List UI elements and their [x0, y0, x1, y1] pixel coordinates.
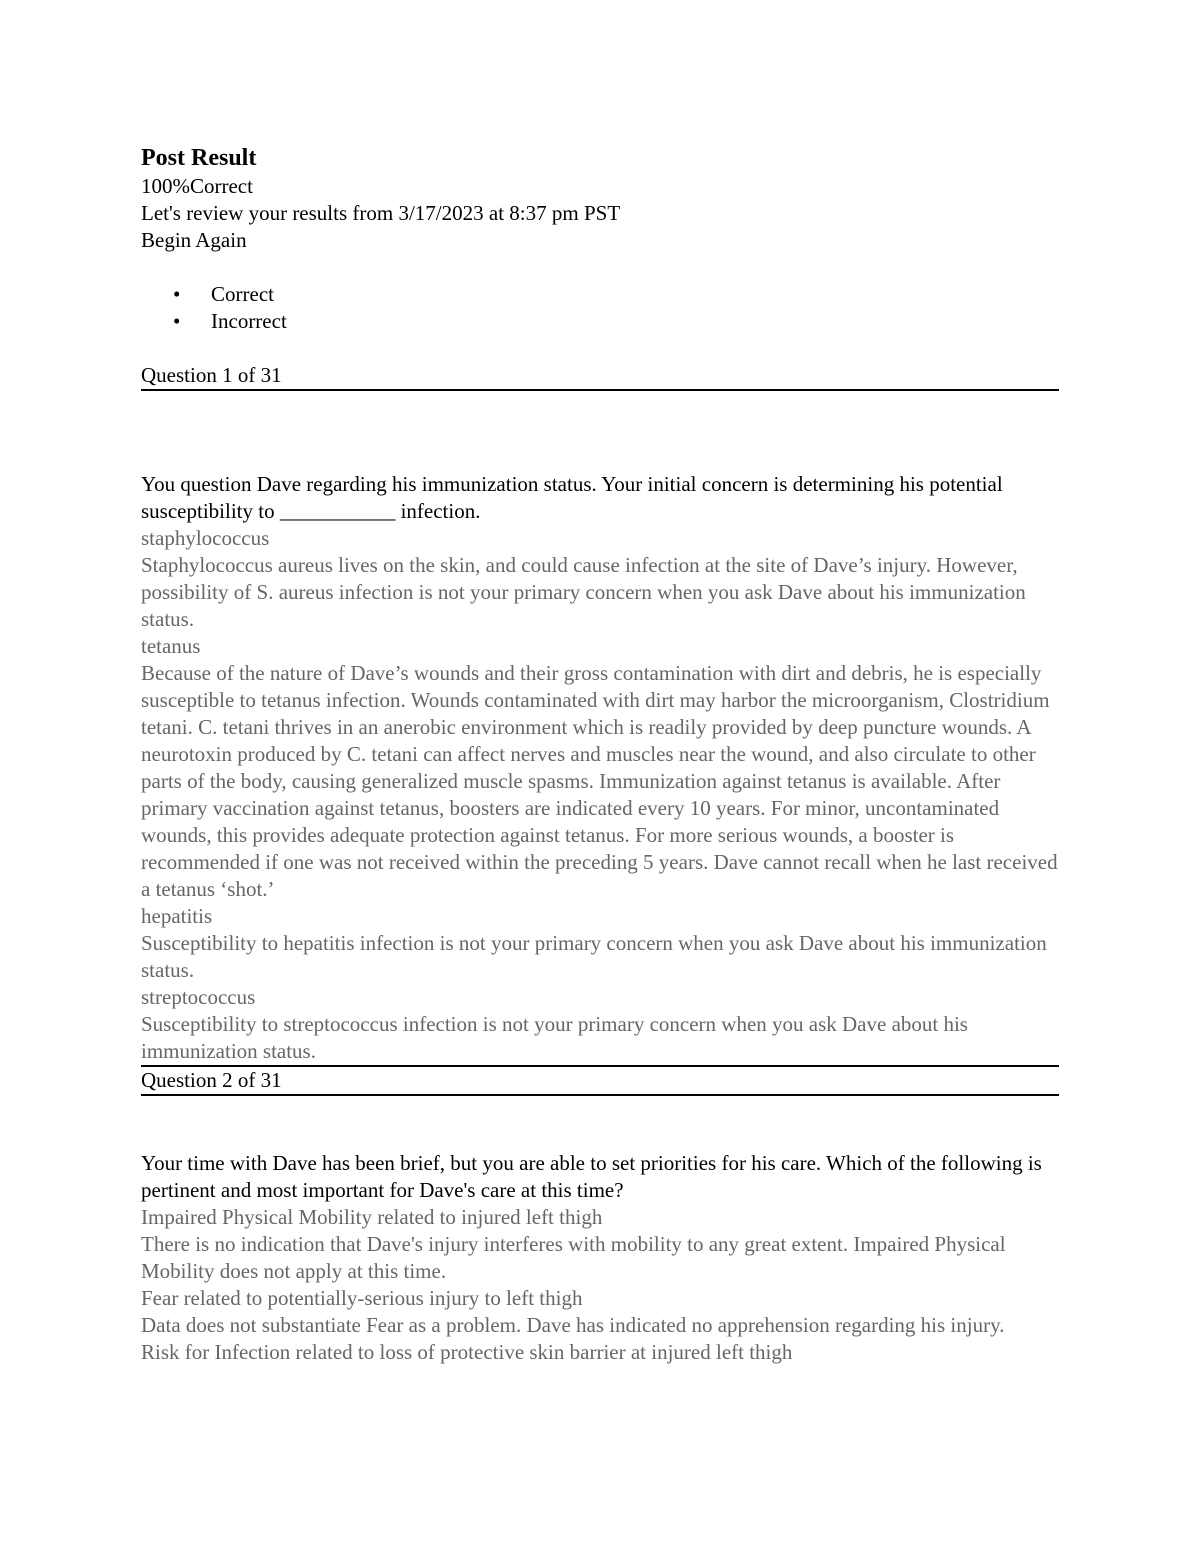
- question-heading: Question 1 of 31: [141, 362, 1059, 391]
- legend-item-correct[interactable]: [141, 281, 1059, 308]
- question-1: [141, 362, 1059, 1065]
- answer-option[interactable]: Impaired Physical Mobility related to injured left thigh: [141, 1205, 603, 1229]
- answer-feedback: Because of the nature of Dave’s wounds and their gross contamination with dirt and debris, he is especially susceptible to tetanus infection. Wounds contaminated with dirt may harbor the microorganism, Clostridium tetani. C. tetani thrives in an anerobic environment which is readily provided by deep puncture wounds. A neurotoxin produced by C. tetani can affect nerves and muscles near the wound, and also circulate to other parts of the body, causing generalized muscle spasms. Immunization against tetanus is available. After primary vaccination against tetanus, boosters are indicated every 10 years. For minor, uncontaminated wounds, this provides adequate protection against tetanus. For more serious wounds, a booster is recommended if one was not received within the preceding 5 years. Dave cannot recall when he last received a tetanus ‘shot.’: [141, 661, 1058, 901]
- question-2: [141, 1065, 1059, 1366]
- score-text: 100%Correct: [141, 174, 253, 198]
- legend-label: Incorrect: [211, 309, 287, 333]
- answer-option[interactable]: staphylococcus: [141, 526, 270, 550]
- answer-option[interactable]: Fear related to potentially-serious injury to left thigh: [141, 1286, 583, 1310]
- answer-option[interactable]: tetanus: [141, 634, 201, 658]
- bullet-icon: •: [173, 309, 181, 333]
- answer-option[interactable]: Risk for Infection related to loss of protective skin barrier at injured left thigh: [141, 1340, 793, 1364]
- answer-feedback: Susceptibility to streptococcus infection is not your primary concern when you ask Dave about his immunization status.: [141, 1012, 968, 1063]
- legend-item-incorrect[interactable]: [141, 308, 1059, 335]
- document-page: [141, 143, 1059, 1366]
- question-text: You question Dave regarding his immunization status. Your initial concern is determining his potential susceptibility to ___________ infection.: [141, 472, 1003, 523]
- answer-option[interactable]: hepatitis: [141, 904, 213, 928]
- answer-feedback: Data does not substantiate Fear as a problem. Dave has indicated no apprehension regarding his injury.: [141, 1313, 1005, 1337]
- legend-label: Correct: [211, 282, 274, 306]
- answer-feedback: Susceptibility to hepatitis infection is not your primary concern when you ask Dave about his immunization status.: [141, 931, 1047, 982]
- answer-feedback: There is no indication that Dave's injury interferes with mobility to any great extent. Impaired Physical Mobility does not apply at this time.: [141, 1232, 1006, 1283]
- question-text: Your time with Dave has been brief, but you are able to set priorities for his care. Which of the following is pertinent and most important for Dave's care at this time?: [141, 1151, 1042, 1202]
- bullet-icon: •: [173, 282, 181, 306]
- answer-option[interactable]: streptococcus: [141, 985, 256, 1009]
- begin-again-link[interactable]: Begin Again: [141, 228, 247, 252]
- review-date-text: Let's review your results from 3/17/2023 at 8:37 pm PST: [141, 201, 621, 225]
- result-legend: [141, 281, 1059, 335]
- answer-feedback: Staphylococcus aureus lives on the skin, and could cause infection at the site of Dave’s injury. However, possibility of S. aureus infection is not your primary concern when you ask Dave about his immunization status.: [141, 553, 1026, 631]
- page-title: Post Result: [141, 145, 257, 171]
- question-heading: Question 2 of 31: [141, 1065, 1059, 1096]
